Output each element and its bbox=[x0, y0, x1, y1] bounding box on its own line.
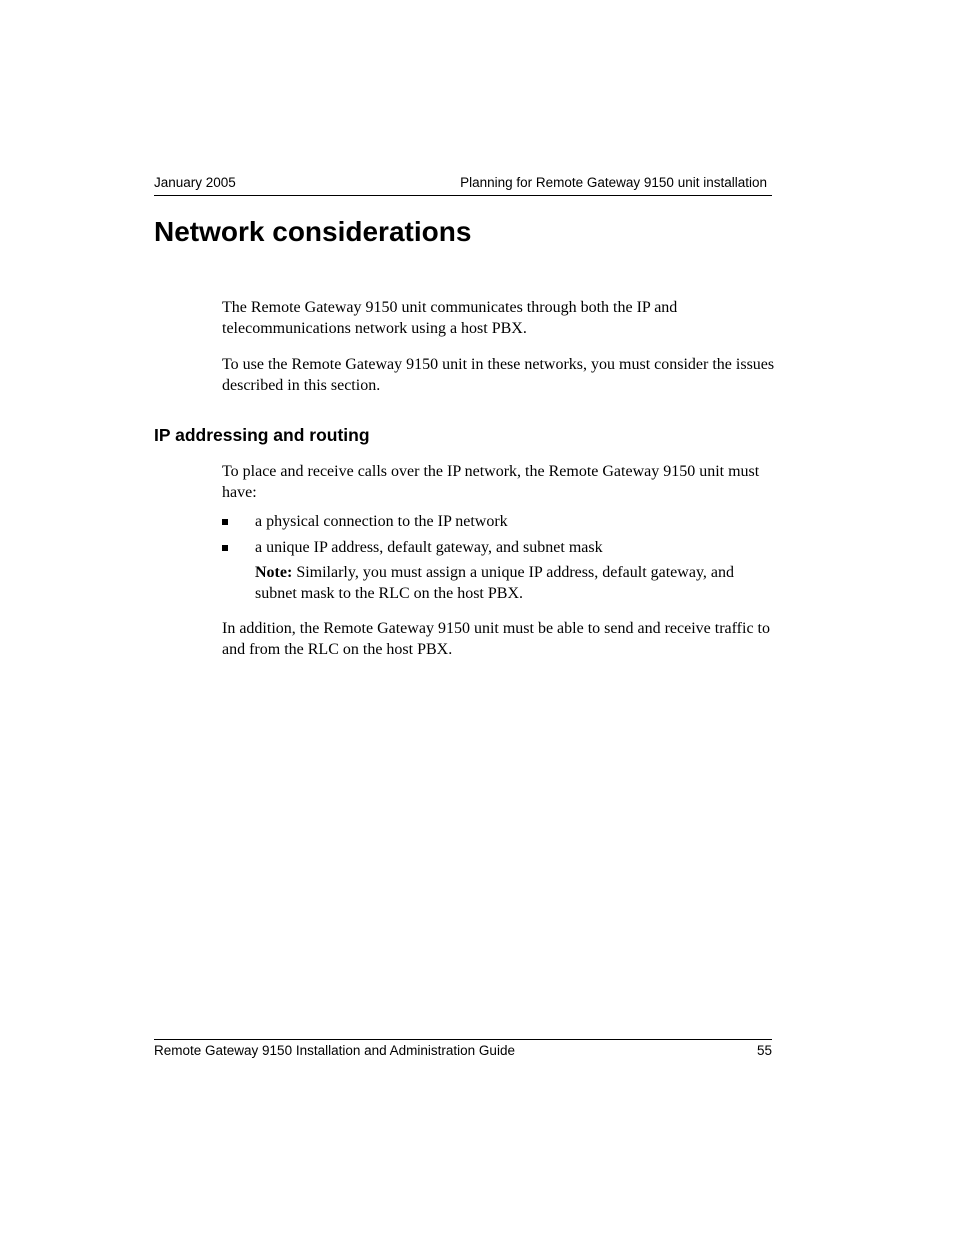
header-date: January 2005 bbox=[154, 175, 236, 190]
note-text: Similarly, you must assign a unique IP address, default gateway, and subnet mask to the RLC on the host PBX. bbox=[255, 564, 734, 602]
subsection-heading: IP addressing and routing bbox=[154, 425, 370, 445]
bullet-square-icon bbox=[222, 519, 228, 525]
list-item-text: a unique IP address, default gateway, and subnet mask bbox=[255, 539, 603, 556]
intro-paragraph-1: The Remote Gateway 9150 unit communicates through both the IP and telecommunications network using a host PBX. bbox=[222, 299, 678, 337]
page-number: 55 bbox=[756, 1043, 772, 1058]
footer-guide-title: Remote Gateway 9150 Installation and Administration Guide bbox=[154, 1043, 515, 1058]
note-paragraph bbox=[255, 562, 777, 604]
page-header bbox=[154, 174, 772, 196]
note-label: Note: bbox=[255, 564, 293, 581]
bullet-square-icon bbox=[222, 545, 228, 551]
intro-paragraph-2: To use the Remote Gateway 9150 unit in these networks, you must consider the issues described in this section. bbox=[222, 356, 775, 394]
header-chapter: Planning for Remote Gateway 9150 unit installation bbox=[460, 175, 767, 190]
closing-paragraph: In addition, the Remote Gateway 9150 unit must be able to send and receive traffic to and from the RLC on the host PBX. bbox=[222, 620, 770, 658]
page-title: Network considerations bbox=[154, 216, 472, 247]
page-footer bbox=[154, 1039, 772, 1062]
subsection-lead-paragraph: To place and receive calls over the IP network, the Remote Gateway 9150 unit must have: bbox=[222, 463, 760, 501]
list-item-text: a physical connection to the IP network bbox=[255, 513, 508, 530]
